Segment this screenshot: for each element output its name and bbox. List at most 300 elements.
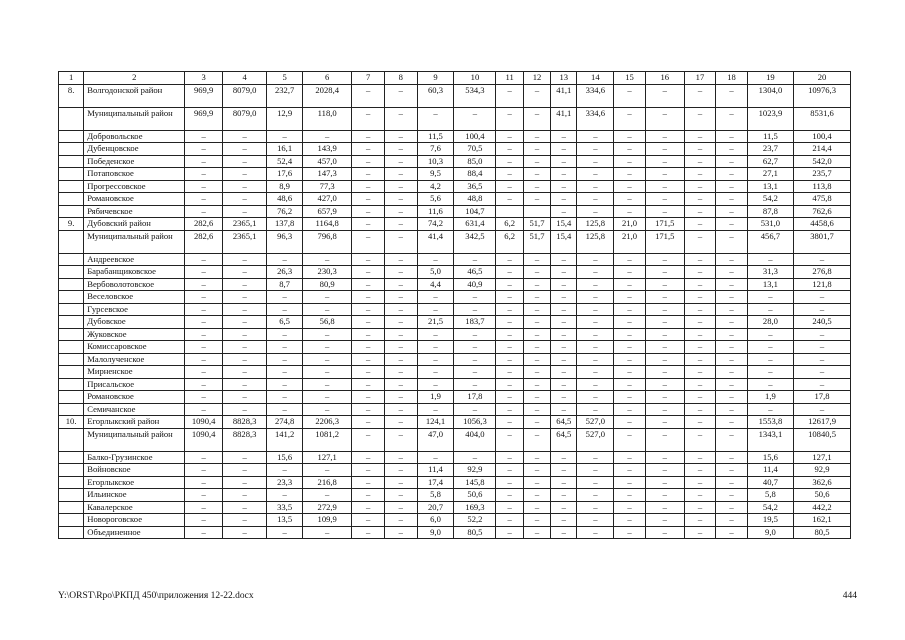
value-cell: –	[645, 353, 684, 366]
value-cell: –	[385, 353, 418, 366]
value-cell: –	[417, 303, 454, 316]
value-cell: –	[352, 341, 385, 354]
value-cell: –	[496, 253, 523, 266]
value-cell: 51,7	[523, 230, 550, 253]
value-cell: –	[352, 514, 385, 527]
value-cell: 121,8	[794, 278, 851, 291]
value-cell: 7,6	[417, 143, 454, 156]
value-cell: –	[716, 291, 748, 304]
value-cell: –	[267, 341, 303, 354]
value-cell: –	[684, 489, 716, 502]
header-row	[59, 72, 851, 85]
value-cell: –	[385, 341, 418, 354]
value-cell: –	[417, 403, 454, 416]
value-cell: 28,0	[747, 316, 793, 329]
row-number-cell	[59, 266, 84, 279]
value-cell: –	[385, 464, 418, 477]
value-cell: –	[716, 464, 748, 477]
table-body	[59, 84, 851, 539]
value-cell: –	[684, 328, 716, 341]
value-cell: –	[551, 253, 577, 266]
value-cell: 74,2	[417, 218, 454, 231]
value-cell: –	[523, 416, 550, 429]
value-cell: 1090,4	[185, 416, 223, 429]
value-cell: –	[614, 253, 646, 266]
value-cell: 41,1	[551, 84, 577, 107]
value-cell: –	[496, 403, 523, 416]
value-cell: –	[684, 143, 716, 156]
value-cell: –	[614, 489, 646, 502]
value-cell: 342,5	[454, 230, 496, 253]
name-cell: Веселовское	[84, 291, 185, 304]
value-cell: –	[496, 278, 523, 291]
value-cell: –	[267, 303, 303, 316]
value-cell: –	[496, 143, 523, 156]
value-cell: 13,5	[267, 514, 303, 527]
value-cell: –	[716, 451, 748, 464]
value-cell: –	[223, 451, 267, 464]
value-cell: –	[614, 391, 646, 404]
value-cell: –	[551, 291, 577, 304]
value-cell: 88,4	[454, 168, 496, 181]
value-cell: –	[747, 403, 793, 416]
value-cell: –	[496, 378, 523, 391]
value-cell: –	[385, 391, 418, 404]
value-cell: –	[577, 501, 614, 514]
value-cell: 16,1	[267, 143, 303, 156]
value-cell: –	[614, 155, 646, 168]
row-number-cell	[59, 501, 84, 514]
value-cell: –	[684, 303, 716, 316]
value-cell: –	[223, 353, 267, 366]
value-cell: –	[352, 501, 385, 514]
value-cell: 87,8	[747, 205, 793, 218]
value-cell: –	[684, 84, 716, 107]
value-cell: –	[577, 155, 614, 168]
value-cell: 145,8	[454, 476, 496, 489]
header-cell: 9	[417, 72, 454, 85]
value-cell: 282,6	[185, 230, 223, 253]
value-cell: –	[223, 378, 267, 391]
value-cell: –	[551, 366, 577, 379]
value-cell: –	[614, 451, 646, 464]
value-cell: 274,8	[267, 416, 303, 429]
value-cell: –	[551, 193, 577, 206]
value-cell: –	[577, 341, 614, 354]
value-cell: –	[716, 378, 748, 391]
value-cell: –	[496, 428, 523, 451]
header-cell: 13	[551, 72, 577, 85]
value-cell: –	[614, 514, 646, 527]
value-cell: –	[577, 303, 614, 316]
value-cell: –	[716, 526, 748, 539]
value-cell: –	[645, 501, 684, 514]
value-cell: –	[551, 130, 577, 143]
value-cell: –	[385, 266, 418, 279]
value-cell: 52,4	[267, 155, 303, 168]
value-cell: 52,2	[454, 514, 496, 527]
value-cell: –	[302, 253, 351, 266]
value-cell: 60,3	[417, 84, 454, 107]
value-cell: –	[496, 501, 523, 514]
value-cell: –	[684, 416, 716, 429]
value-cell: –	[716, 266, 748, 279]
value-cell: 11,5	[747, 130, 793, 143]
header-cell: 16	[645, 72, 684, 85]
value-cell: –	[551, 328, 577, 341]
value-cell: –	[352, 366, 385, 379]
value-cell: –	[223, 501, 267, 514]
value-cell: –	[223, 316, 267, 329]
value-cell: –	[614, 464, 646, 477]
value-cell: 8828,3	[223, 416, 267, 429]
value-cell: –	[352, 328, 385, 341]
name-cell: Добровольское	[84, 130, 185, 143]
value-cell: –	[716, 403, 748, 416]
value-cell: –	[185, 514, 223, 527]
value-cell: 13,1	[747, 278, 793, 291]
value-cell: –	[716, 230, 748, 253]
value-cell: –	[794, 303, 851, 316]
value-cell: –	[352, 253, 385, 266]
value-cell: –	[223, 489, 267, 502]
value-cell: –	[302, 526, 351, 539]
value-cell: –	[496, 180, 523, 193]
value-cell: –	[385, 316, 418, 329]
value-cell: –	[454, 253, 496, 266]
value-cell: –	[523, 107, 550, 130]
value-cell: 54,2	[747, 501, 793, 514]
value-cell: –	[523, 143, 550, 156]
value-cell: –	[302, 378, 351, 391]
value-cell: –	[747, 253, 793, 266]
table-row	[59, 303, 851, 316]
row-number-cell	[59, 303, 84, 316]
value-cell: –	[794, 291, 851, 304]
table-row	[59, 489, 851, 502]
value-cell: –	[267, 403, 303, 416]
row-number-cell	[59, 316, 84, 329]
value-cell: –	[551, 514, 577, 527]
value-cell: –	[747, 303, 793, 316]
value-cell: –	[551, 489, 577, 502]
value-cell: –	[684, 403, 716, 416]
value-cell: –	[523, 253, 550, 266]
value-cell: –	[716, 143, 748, 156]
table-row	[59, 253, 851, 266]
value-cell: 3801,7	[794, 230, 851, 253]
value-cell: 17,4	[417, 476, 454, 489]
value-cell: –	[352, 130, 385, 143]
value-cell: –	[684, 451, 716, 464]
value-cell: –	[496, 514, 523, 527]
table-row	[59, 341, 851, 354]
table-row	[59, 168, 851, 181]
value-cell: –	[417, 107, 454, 130]
value-cell: –	[577, 130, 614, 143]
value-cell: –	[614, 526, 646, 539]
value-cell: –	[223, 328, 267, 341]
value-cell: –	[614, 328, 646, 341]
row-number-cell	[59, 328, 84, 341]
value-cell: –	[716, 168, 748, 181]
value-cell: –	[684, 501, 716, 514]
value-cell: 118,0	[302, 107, 351, 130]
value-cell: –	[185, 130, 223, 143]
value-cell: –	[716, 514, 748, 527]
row-number-cell: 10.	[59, 416, 84, 429]
name-cell: Егорлыкское	[84, 476, 185, 489]
value-cell: 1304,0	[747, 84, 793, 107]
value-cell: 527,0	[577, 416, 614, 429]
value-cell: –	[645, 378, 684, 391]
value-cell: 12,9	[267, 107, 303, 130]
value-cell: –	[645, 291, 684, 304]
table-row	[59, 143, 851, 156]
row-number-cell	[59, 353, 84, 366]
value-cell: –	[223, 476, 267, 489]
value-cell: 235,7	[794, 168, 851, 181]
value-cell: 17,6	[267, 168, 303, 181]
value-cell: –	[385, 205, 418, 218]
value-cell: –	[551, 205, 577, 218]
value-cell: 64,5	[551, 428, 577, 451]
value-cell: –	[614, 303, 646, 316]
value-cell: 4458,6	[794, 218, 851, 231]
value-cell: –	[223, 155, 267, 168]
value-cell: –	[496, 391, 523, 404]
value-cell: –	[684, 476, 716, 489]
value-cell: –	[302, 391, 351, 404]
row-number-cell	[59, 107, 84, 130]
value-cell: 2206,3	[302, 416, 351, 429]
row-number-cell	[59, 291, 84, 304]
table-row	[59, 428, 851, 451]
value-cell: –	[614, 266, 646, 279]
header-cell: 8	[385, 72, 418, 85]
value-cell: 276,8	[794, 266, 851, 279]
value-cell: –	[577, 266, 614, 279]
name-cell: Жуковское	[84, 328, 185, 341]
row-number-cell	[59, 403, 84, 416]
value-cell: –	[496, 84, 523, 107]
value-cell: –	[352, 416, 385, 429]
value-cell: –	[352, 291, 385, 304]
value-cell: 11,6	[417, 205, 454, 218]
value-cell: –	[454, 328, 496, 341]
value-cell: –	[684, 266, 716, 279]
value-cell: 15,6	[747, 451, 793, 464]
value-cell: –	[352, 303, 385, 316]
value-cell: –	[716, 428, 748, 451]
value-cell: 6,0	[417, 514, 454, 527]
value-cell: 10976,3	[794, 84, 851, 107]
value-cell: –	[645, 168, 684, 181]
row-number-cell	[59, 378, 84, 391]
value-cell: –	[185, 278, 223, 291]
value-cell: –	[352, 451, 385, 464]
value-cell: –	[684, 107, 716, 130]
value-cell: –	[352, 278, 385, 291]
value-cell: –	[551, 451, 577, 464]
value-cell: –	[794, 378, 851, 391]
header-cell: 2	[84, 72, 185, 85]
value-cell: –	[577, 476, 614, 489]
value-cell: 15,4	[551, 230, 577, 253]
value-cell: –	[223, 168, 267, 181]
name-cell: Муниципальный район	[84, 107, 185, 130]
value-cell: 531,0	[747, 218, 793, 231]
value-cell: –	[684, 278, 716, 291]
value-cell: –	[684, 366, 716, 379]
value-cell: –	[614, 353, 646, 366]
value-cell: 1,9	[417, 391, 454, 404]
value-cell: 762,6	[794, 205, 851, 218]
value-cell: –	[523, 526, 550, 539]
value-cell: –	[385, 168, 418, 181]
value-cell: –	[684, 526, 716, 539]
value-cell: –	[716, 278, 748, 291]
value-cell: 48,6	[267, 193, 303, 206]
name-cell: Барабанщиковское	[84, 266, 185, 279]
value-cell: 77,3	[302, 180, 351, 193]
value-cell: 11,4	[747, 464, 793, 477]
value-cell: –	[614, 180, 646, 193]
header-cell: 20	[794, 72, 851, 85]
table-row	[59, 451, 851, 464]
value-cell: –	[185, 316, 223, 329]
value-cell: 51,7	[523, 218, 550, 231]
value-cell: –	[551, 155, 577, 168]
name-cell: Войновское	[84, 464, 185, 477]
value-cell: –	[523, 366, 550, 379]
row-number-cell	[59, 428, 84, 451]
value-cell: 183,7	[454, 316, 496, 329]
value-cell: –	[645, 143, 684, 156]
value-cell: –	[454, 341, 496, 354]
value-cell: –	[716, 84, 748, 107]
value-cell: 657,9	[302, 205, 351, 218]
value-cell: –	[684, 341, 716, 354]
value-cell: –	[385, 218, 418, 231]
value-cell: –	[614, 143, 646, 156]
value-cell: –	[223, 403, 267, 416]
row-number-cell	[59, 193, 84, 206]
value-cell: –	[716, 353, 748, 366]
row-number-cell: 8.	[59, 84, 84, 107]
value-cell: –	[645, 107, 684, 130]
value-cell: –	[385, 403, 418, 416]
value-cell: –	[523, 476, 550, 489]
value-cell: 171,5	[645, 218, 684, 231]
value-cell: 8828,3	[223, 428, 267, 451]
value-cell: –	[352, 193, 385, 206]
value-cell: –	[385, 253, 418, 266]
value-cell: –	[794, 253, 851, 266]
value-cell: –	[496, 291, 523, 304]
value-cell: –	[385, 180, 418, 193]
value-cell: 8531,6	[794, 107, 851, 130]
value-cell: –	[185, 366, 223, 379]
row-number-cell	[59, 205, 84, 218]
row-number-cell	[59, 489, 84, 502]
value-cell: –	[577, 193, 614, 206]
value-cell: –	[352, 84, 385, 107]
value-cell: –	[352, 107, 385, 130]
value-cell: –	[684, 428, 716, 451]
value-cell: –	[454, 353, 496, 366]
value-cell: –	[267, 391, 303, 404]
value-cell: –	[716, 489, 748, 502]
table-row	[59, 353, 851, 366]
value-cell: –	[523, 168, 550, 181]
value-cell: –	[645, 266, 684, 279]
value-cell: 31,3	[747, 266, 793, 279]
value-cell: –	[577, 526, 614, 539]
value-cell: –	[577, 378, 614, 391]
table-row	[59, 501, 851, 514]
value-cell: –	[417, 366, 454, 379]
value-cell: –	[417, 378, 454, 391]
value-cell: –	[385, 328, 418, 341]
value-cell: –	[645, 476, 684, 489]
table-row	[59, 514, 851, 527]
value-cell: –	[577, 316, 614, 329]
value-cell: –	[645, 193, 684, 206]
value-cell: 21,0	[614, 218, 646, 231]
value-cell: –	[523, 291, 550, 304]
value-cell: –	[551, 501, 577, 514]
value-cell: –	[523, 155, 550, 168]
value-cell: –	[385, 526, 418, 539]
value-cell: –	[645, 253, 684, 266]
value-cell: –	[551, 303, 577, 316]
header-cell: 17	[684, 72, 716, 85]
table-row	[59, 266, 851, 279]
value-cell: –	[794, 403, 851, 416]
value-cell: 969,9	[185, 107, 223, 130]
name-cell: Победенское	[84, 155, 185, 168]
value-cell: –	[684, 253, 716, 266]
value-cell: 11,5	[417, 130, 454, 143]
value-cell: –	[645, 278, 684, 291]
name-cell: Мирненское	[84, 366, 185, 379]
value-cell: 11,4	[417, 464, 454, 477]
value-cell: –	[577, 291, 614, 304]
value-cell: –	[385, 107, 418, 130]
value-cell: –	[496, 130, 523, 143]
value-cell: –	[645, 303, 684, 316]
value-cell: –	[614, 341, 646, 354]
value-cell: –	[523, 464, 550, 477]
value-cell: 162,1	[794, 514, 851, 527]
value-cell: –	[523, 278, 550, 291]
value-cell: –	[684, 205, 716, 218]
value-cell: –	[496, 266, 523, 279]
value-cell: –	[577, 451, 614, 464]
value-cell: –	[577, 464, 614, 477]
value-cell: –	[614, 107, 646, 130]
value-cell: 272,9	[302, 501, 351, 514]
row-number-cell	[59, 451, 84, 464]
value-cell: –	[496, 464, 523, 477]
value-cell: –	[352, 168, 385, 181]
value-cell: –	[454, 403, 496, 416]
value-cell: –	[454, 303, 496, 316]
value-cell: –	[684, 180, 716, 193]
value-cell: –	[716, 218, 748, 231]
value-cell: –	[352, 266, 385, 279]
